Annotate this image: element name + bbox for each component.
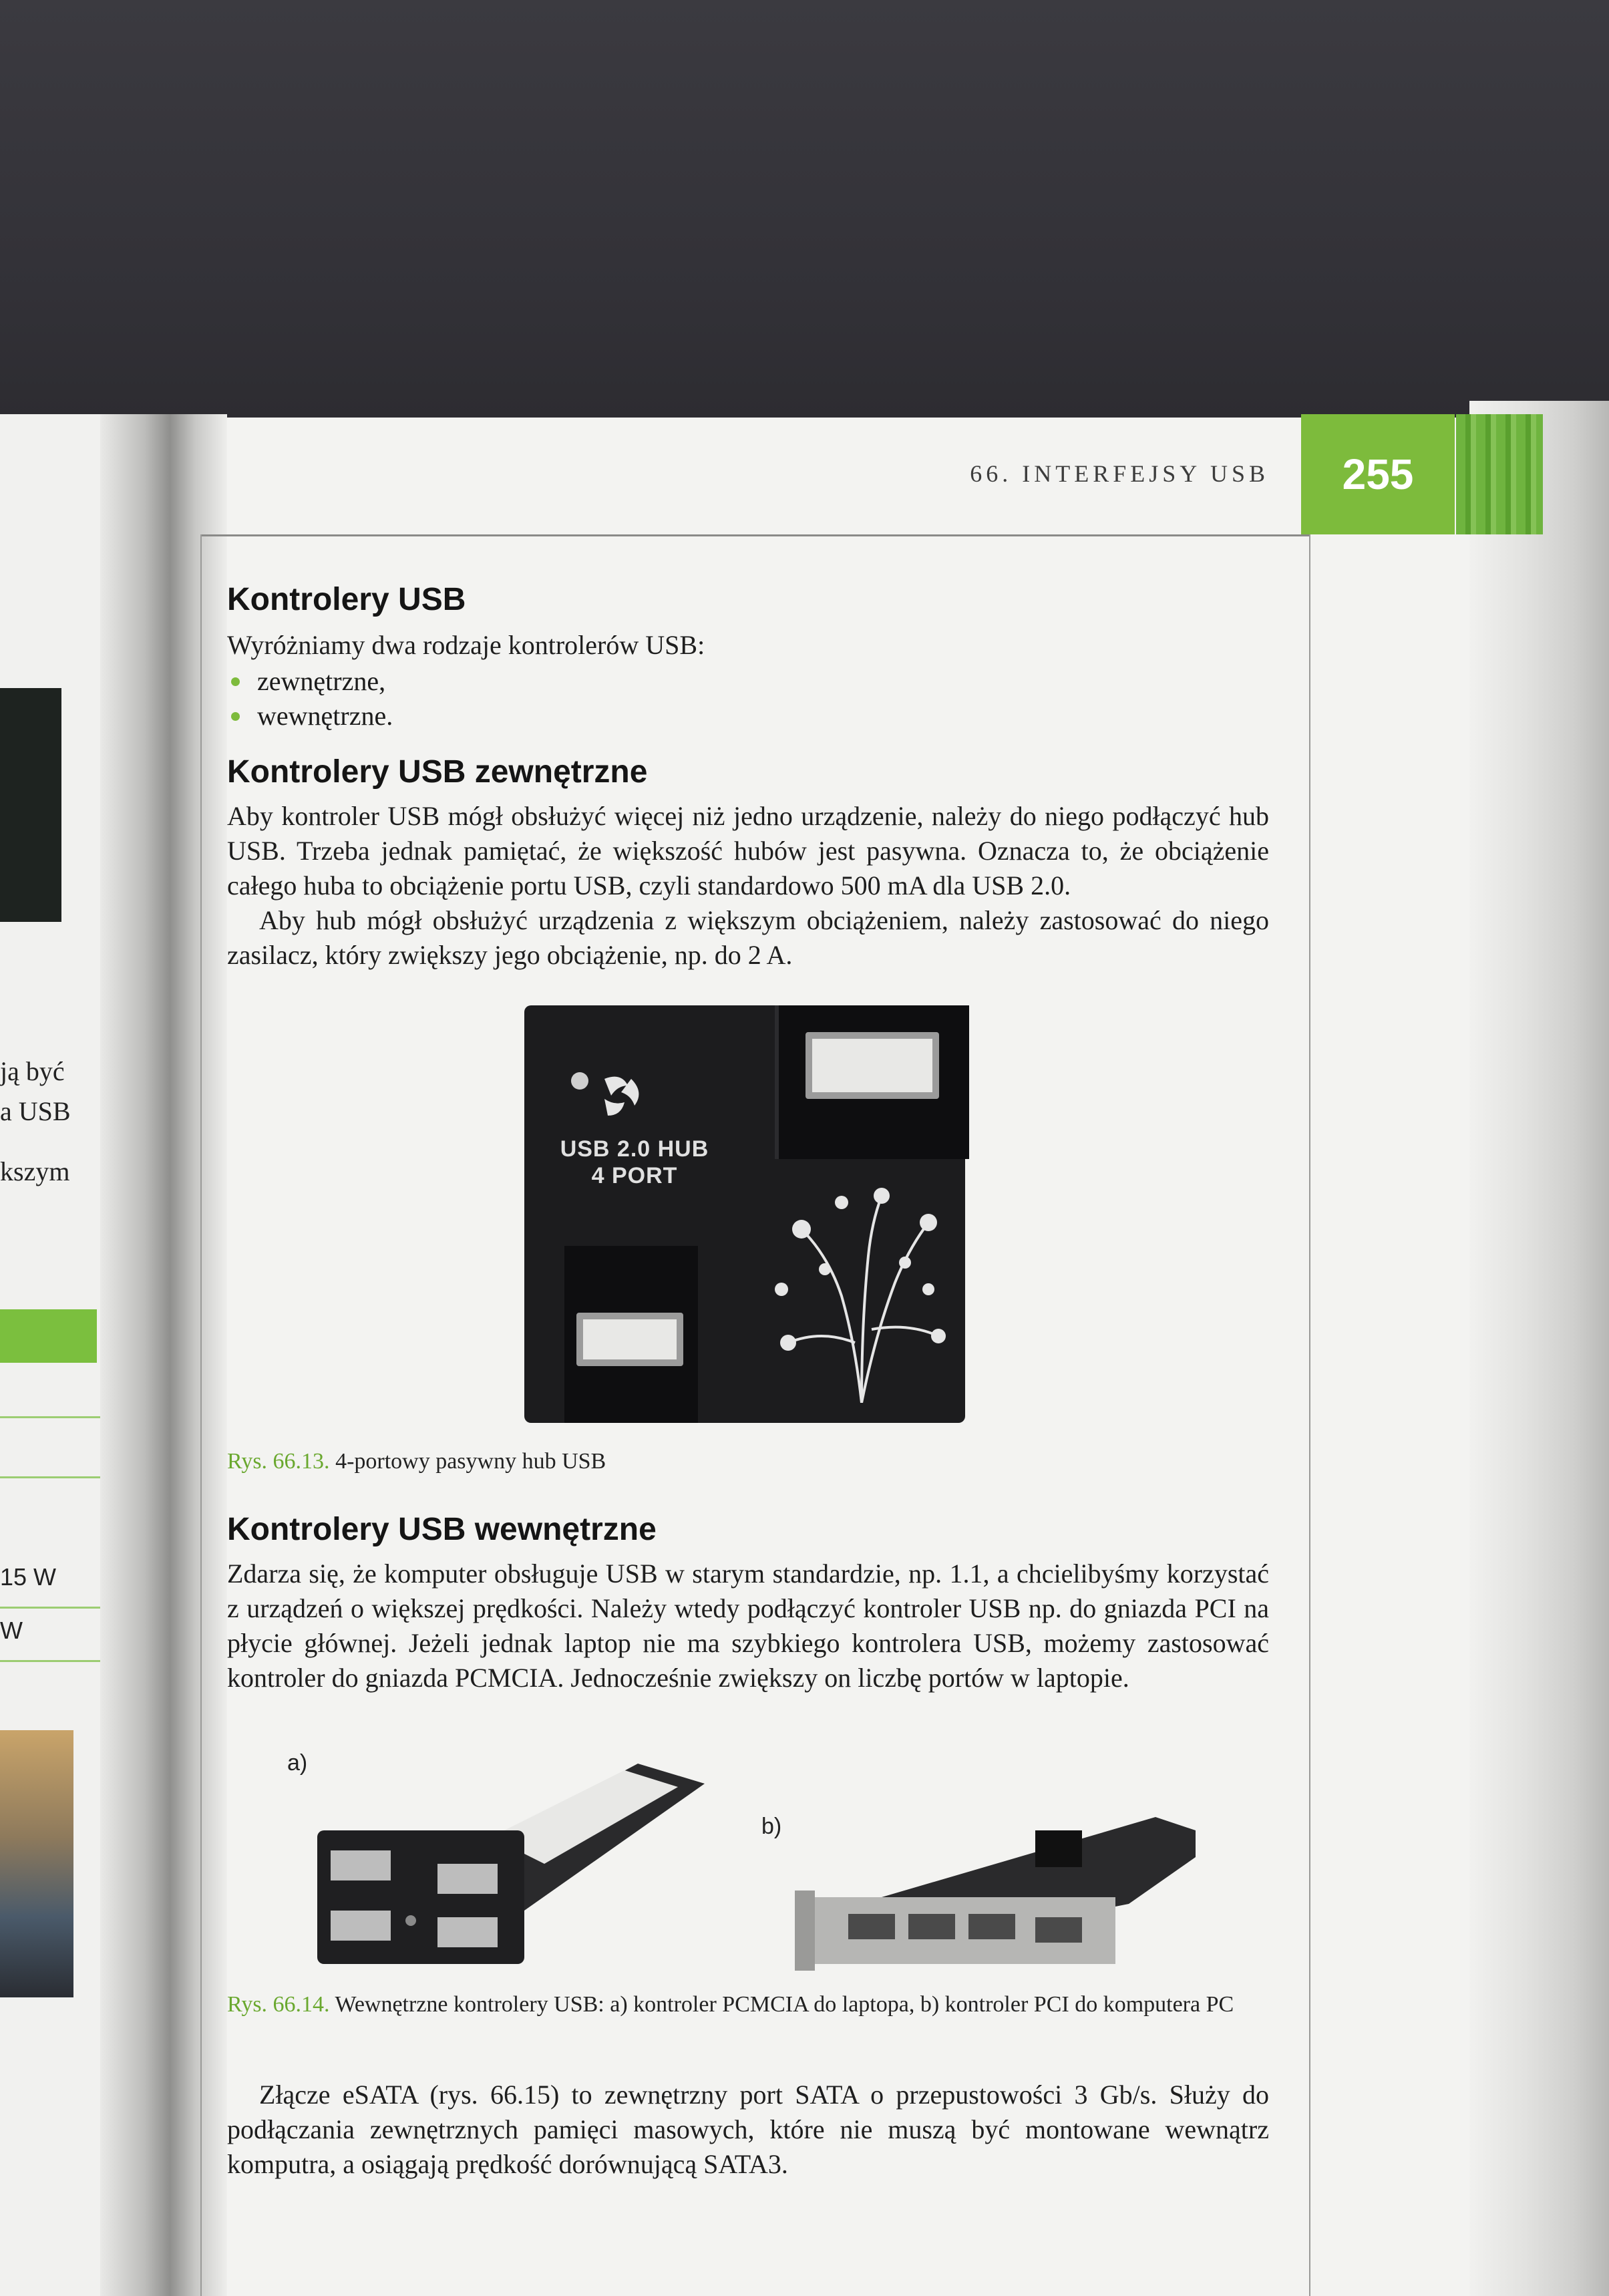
figure-caption-label: Rys. 66.14.: [227, 1992, 330, 2017]
running-head: 66. INTERFEJSY USB: [970, 460, 1269, 487]
left-page-table-rule: [0, 1660, 100, 1662]
figure-caption-text: 4-portowy pasywny hub USB: [335, 1449, 606, 1474]
figure-sublabel-b: b): [761, 1814, 782, 1839]
left-page-table-cell: W: [0, 1617, 23, 1644]
page-edge-tabs: [1456, 414, 1543, 534]
left-page-table-rule: [0, 1607, 100, 1609]
left-page-photo: [0, 1730, 73, 1997]
section-title: Kontrolery USB zewnętrzne: [227, 754, 648, 790]
figure-caption-text: Wewnętrzne kontrolery USB: a) kontroler PCMCIA do laptopa, b) kontroler PCI do komputera PC: [335, 1992, 1234, 2017]
right-margin-rule: [1309, 534, 1310, 2296]
header-rule: [200, 534, 1309, 536]
pcmcia-controller-photo: [304, 1737, 731, 1977]
paragraph: Aby kontroler USB mógł obsłużyć więcej niż jedno urządzenie, należy do niego podłączyć hub USB. Trzeba jednak pamiętać, że większość hubów jest pasywna. Oznacza to, że obciążenie całego huba to obciążenie portu USB, czyli standardowo 500 mA dla USB 2.0.: [227, 801, 1269, 900]
led-indicator: [571, 1072, 588, 1090]
usb-port-bottom: [564, 1246, 698, 1423]
usb-hub-photo: [524, 1005, 965, 1423]
paragraph: Zdarza się, że komputer obsługuje USB w starym standardzie, np. 1.1, a chcielibyśmy korzystać z urządzeń o większej prędkości. Należy wtedy podłączyć kontroler USB np. do gniazda PCI na płycie głównej. Jeżeli jednak laptop nie ma szybkiego kontrolera USB, możemy zastosować kontroler do gniazda PCMCIA. Jednocześnie zwiększy on liczbę portów w laptopie.: [227, 1559, 1269, 1693]
pci-controller-photo: [781, 1817, 1209, 1977]
left-page-table-header: [0, 1309, 97, 1363]
left-page-line: a USB: [0, 1096, 71, 1126]
hub-label-line: USB 2.0 HUB: [560, 1136, 709, 1162]
paragraph: Złącze eSATA (rys. 66.15) to zewnętrzny port SATA o przepustowości 3 Gb/s. Służy do podłączania zewnętrznych pamięci masowych, które nie muszą być montowane wewnątrz komputra, a osiągają prędkość dorównującą SATA3.: [227, 2080, 1269, 2179]
left-page-photo-dark: [0, 688, 61, 922]
page-number-box: [1301, 414, 1455, 534]
left-page-table-rule: [0, 1416, 100, 1418]
left-page-fragment: [0, 414, 100, 2296]
page-edge-shadow: [1469, 401, 1609, 2296]
hub-label: [548, 1136, 721, 1189]
left-page-table-rule: [0, 1476, 100, 1478]
bullet-item: zewnętrzne,: [227, 664, 393, 699]
bullet-list: [227, 664, 393, 733]
left-page-line: kszym: [0, 1156, 70, 1186]
figure-caption: [227, 1446, 1269, 1477]
background-dark-surface: [0, 0, 1609, 418]
figure-caption-label: Rys. 66.13.: [227, 1449, 330, 1474]
left-page-table-cell: 15 W: [0, 1563, 57, 1591]
left-page-line: ją być: [0, 1056, 65, 1086]
floral-decoration: [761, 1176, 948, 1403]
section-title: Kontrolery USB wewnętrzne: [227, 1512, 657, 1547]
section-intro: Wyróżniamy dwa rodzaje kontrolerów USB:: [227, 630, 705, 660]
figure-sublabel-a: a): [287, 1750, 308, 1776]
section-title: Kontrolery USB: [227, 582, 466, 617]
hub-logo-icon: [591, 1065, 651, 1126]
page-number: 255: [1342, 450, 1414, 498]
bullet-item: wewnętrzne.: [227, 699, 393, 733]
left-margin-rule: [200, 534, 202, 2296]
usb-port-top: [775, 1005, 969, 1159]
paragraph: Aby hub mógł obsłużyć urządzenia z większym obciążeniem, należy zastosować do niego zasilacz, który zwiększy jego obciążenie, np. do 2 A.: [227, 905, 1269, 970]
book-spine-shadow: [100, 414, 227, 2296]
figure-caption: [227, 1989, 1269, 2020]
hub-label-line: 4 PORT: [591, 1163, 678, 1188]
